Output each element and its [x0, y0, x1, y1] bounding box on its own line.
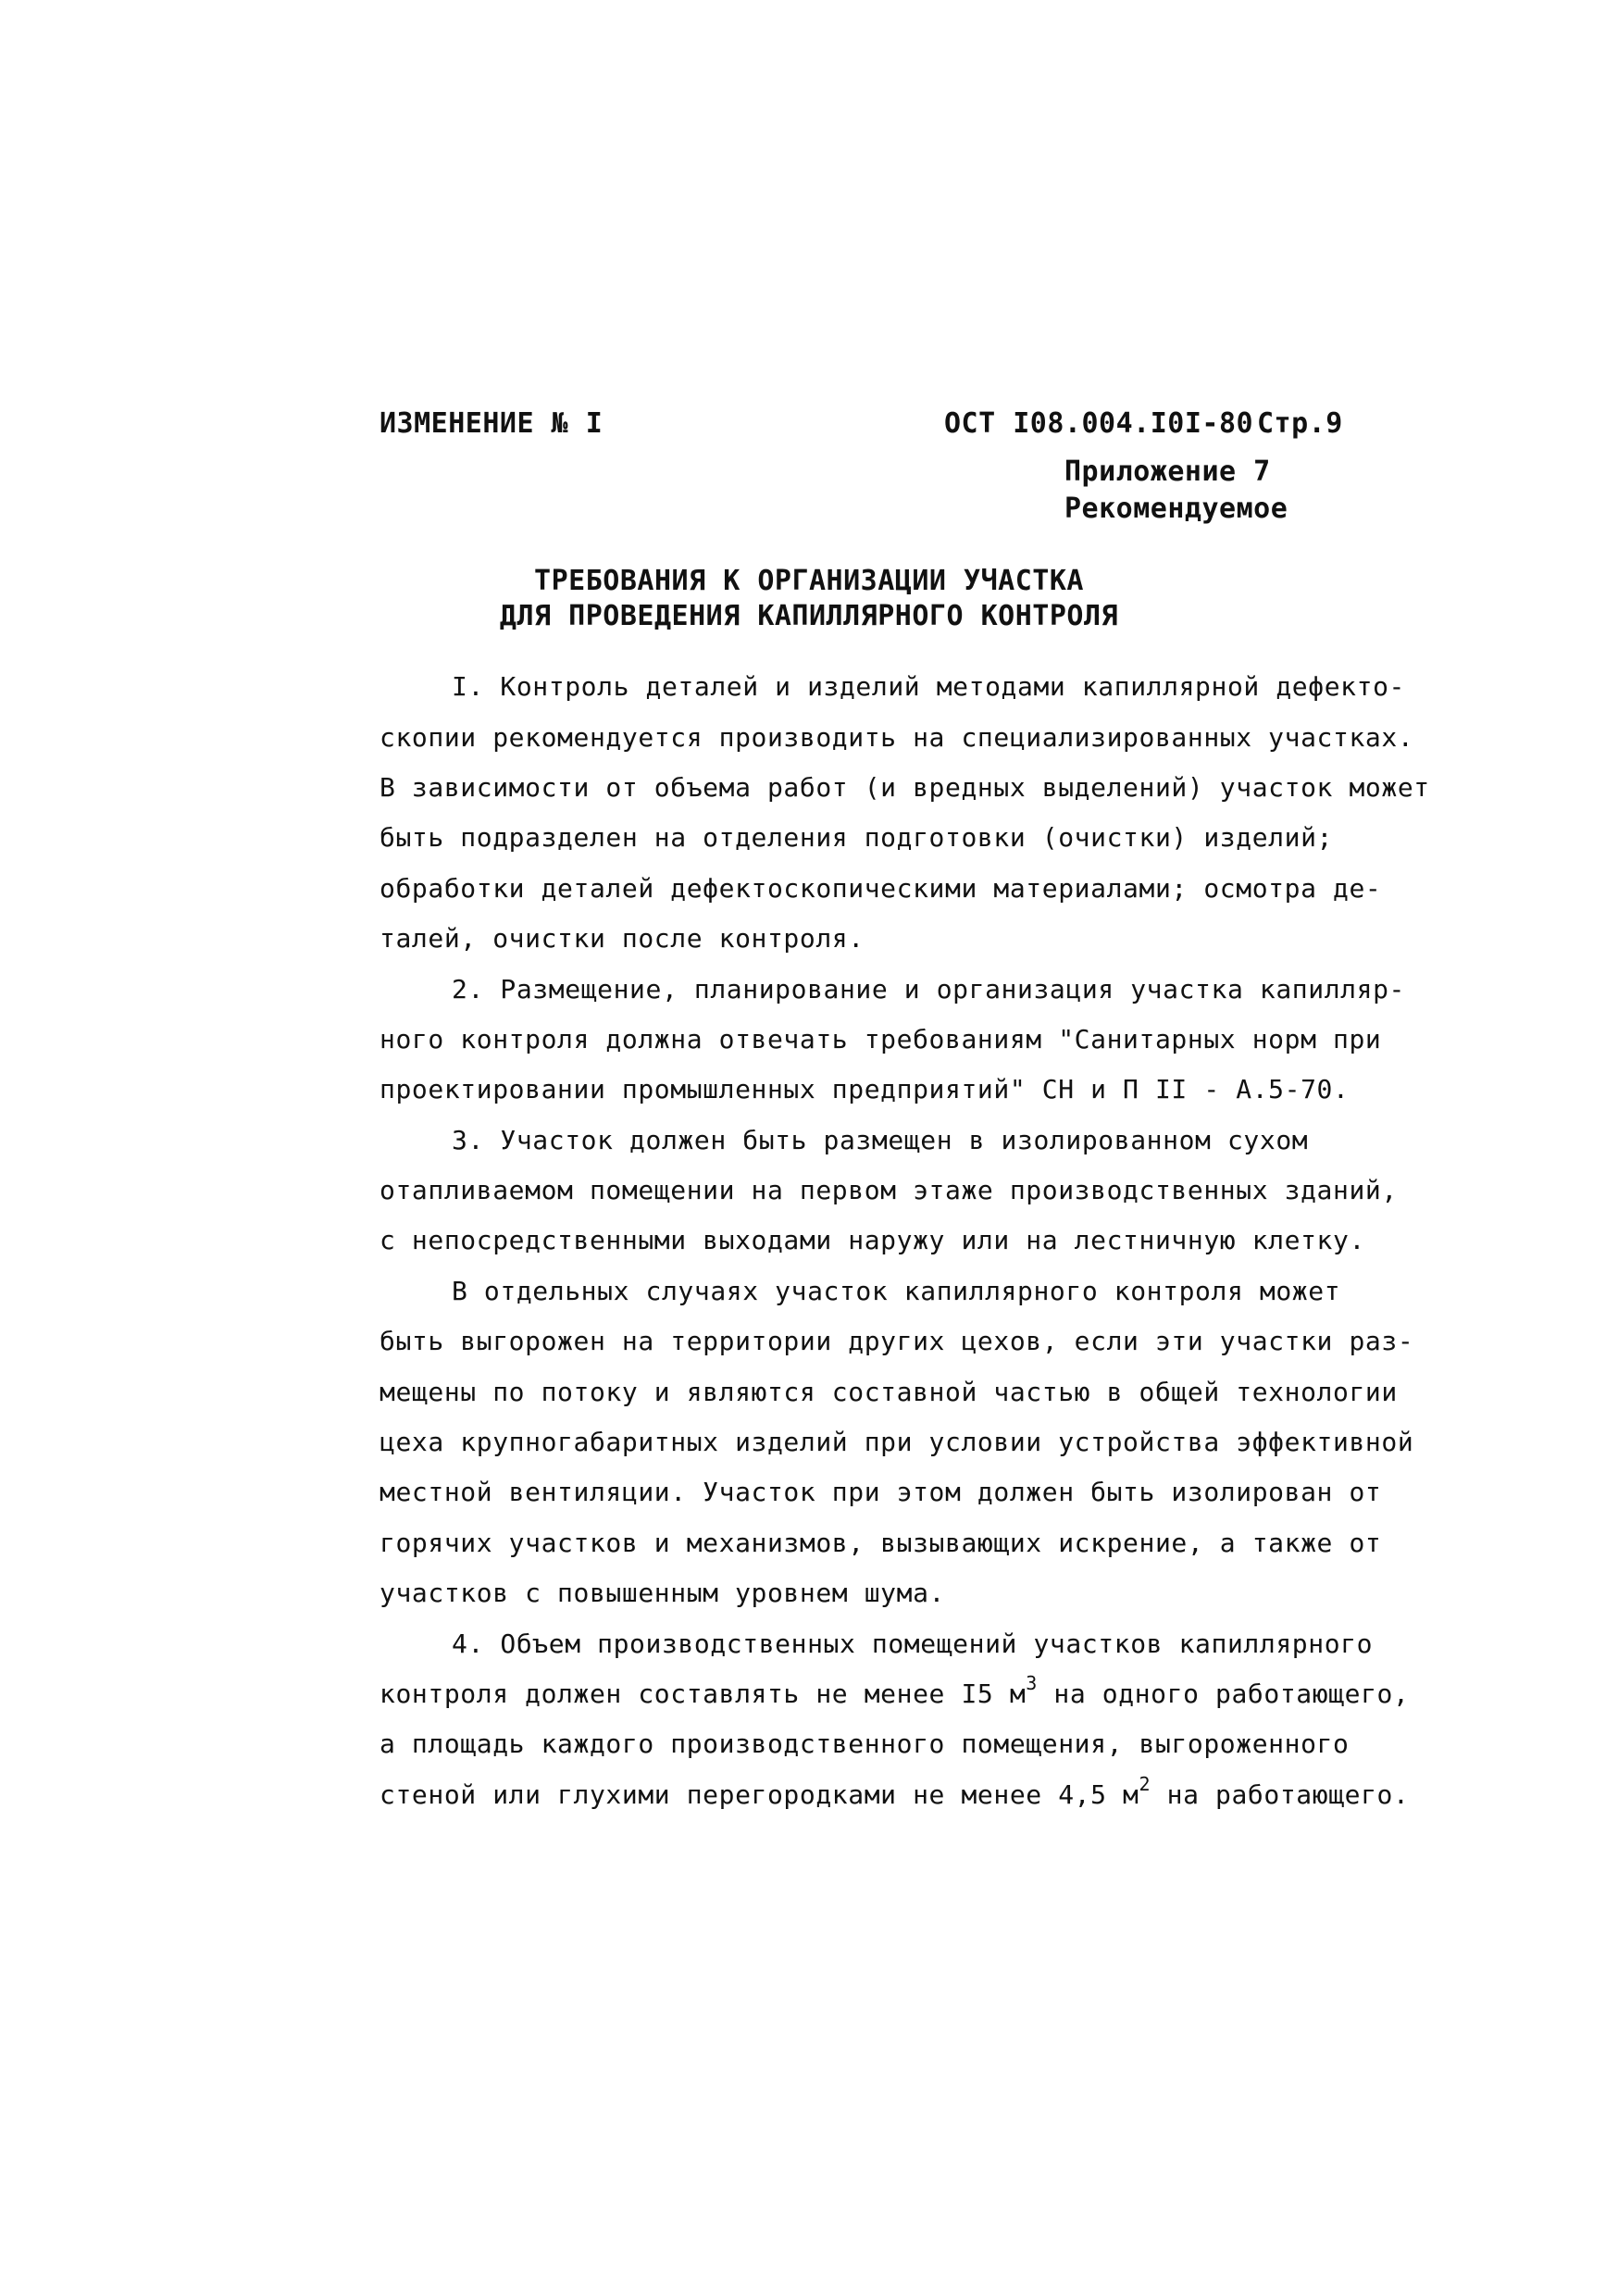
body-line: местной вентиляции. Участок при этом должен быть изолирован от: [380, 1477, 1382, 1507]
body-line: быть подразделен на отделения подготовки (очистки) изделий;: [380, 822, 1333, 853]
body-line: мещены по потоку и являются составной частью в общей технологии: [380, 1377, 1398, 1407]
body-line: талей, очистки после контроля.: [380, 923, 865, 954]
body-line: I. Контроль деталей и изделий методами капиллярной дефекто-: [452, 671, 1405, 702]
body-line: контроля должен составлять не менее I5 $м^3$ на одного работающего,: [380, 1672, 1410, 1709]
title-line-2: ДЛЯ ПРОВЕДЕНИЯ КАПИЛЛЯРНОГО КОНТРОЛЯ: [499, 600, 1119, 632]
page-number: Стр.9: [1257, 407, 1343, 440]
body-line: В отдельных случаях участок капиллярного контроля может: [452, 1276, 1341, 1306]
body-line: цеха крупногабаритных изделий при условии устройства эффективной: [380, 1427, 1414, 1457]
body-line: стеной или глухими перегородками не менее 4,5 $м^2$ на работающего.: [380, 1773, 1410, 1810]
title-line-1: ТРЕБОВАНИЯ К ОРГАНИЗАЦИИ УЧАСТКА: [534, 565, 1084, 597]
change-label: ИЗМЕНЕНИЕ № I: [380, 407, 604, 440]
body-line: быть выгорожен на территории других цехов, если эти участки раз-: [380, 1326, 1414, 1356]
body-line: с непосредственными выходами наружу или на лестничную клетку.: [380, 1225, 1365, 1255]
body-line: 3. Участок должен быть размещен в изолированном сухом: [452, 1125, 1309, 1155]
body-line: отапливаемом помещении на первом этаже производственных зданий,: [380, 1175, 1398, 1205]
body-line: 4. Объем производственных помещений участков капиллярного: [452, 1628, 1374, 1659]
body-line: а площадь каждого производственного помещения, выгороженного: [380, 1728, 1350, 1759]
body-line: горячих участков и механизмов, вызывающих искрение, а также от: [380, 1528, 1382, 1558]
standard-number: ОСТ I08.004.I0I-80: [944, 407, 1254, 440]
body-line: скопии рекомендуется производить на специализированных участках.: [380, 722, 1414, 753]
body-line: В зависимости от объема работ (и вредных выделений) участок может: [380, 772, 1430, 803]
body-line: проектировании промышленных предприятий" СН и П II - А.5-70.: [380, 1074, 1350, 1104]
body-line: ного контроля должна отвечать требованиям "Санитарных норм при: [380, 1024, 1382, 1054]
body-line: участков с повышенным уровнем шума.: [380, 1578, 946, 1608]
recommended-label: Рекомендуемое: [1064, 493, 1288, 525]
appendix-label: Приложение 7: [1064, 455, 1271, 488]
body-line: 2. Размещение, планирование и организация участка капилляр-: [452, 974, 1405, 1004]
body-line: обработки деталей дефектоскопическими материалами; осмотра де-: [380, 873, 1382, 904]
